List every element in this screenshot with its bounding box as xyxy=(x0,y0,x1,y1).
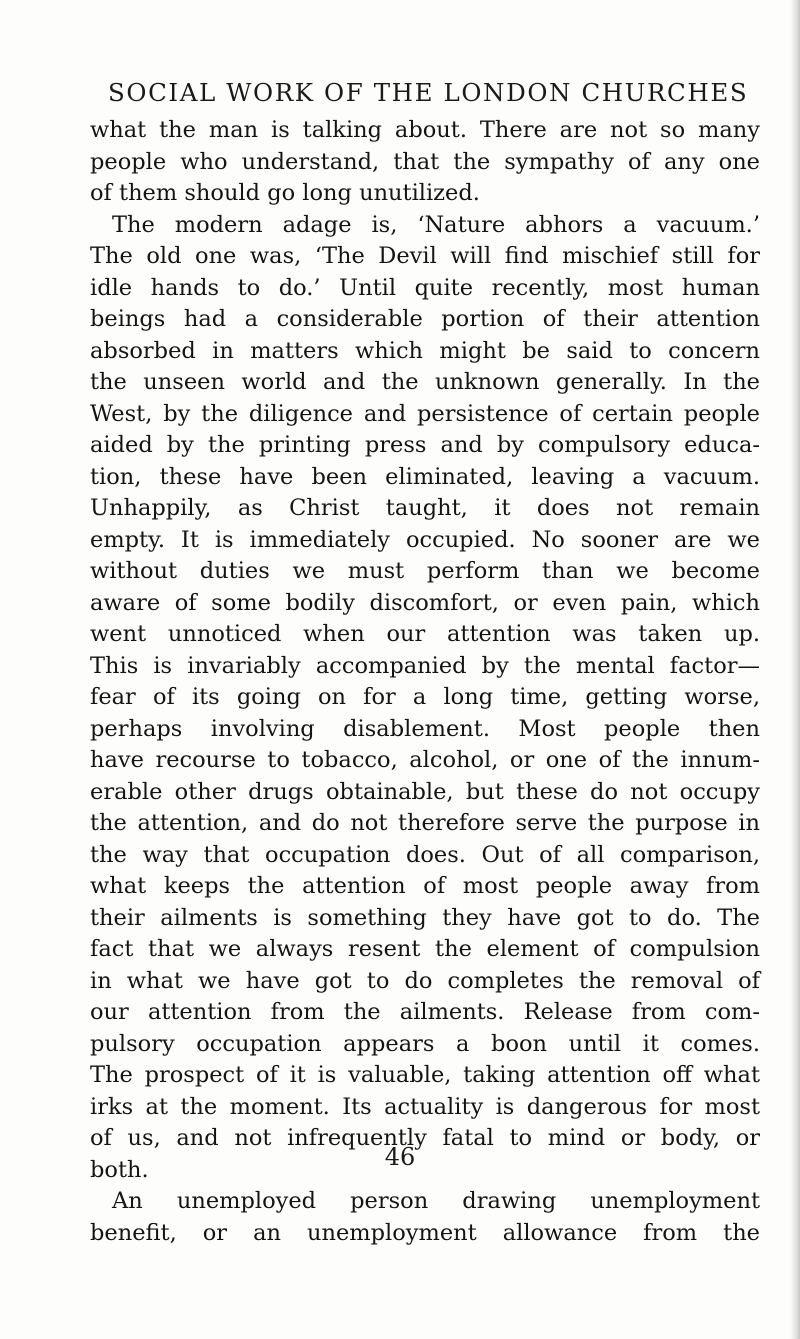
text-line: absorbed in matters which might be said to concern xyxy=(90,337,760,364)
text-line: without duties we must perform than we become xyxy=(90,558,760,584)
text-line: in what we have got to do completes the removal of xyxy=(90,967,760,994)
text-line: have recourse to tobacco, alcohol, or one of the innum- xyxy=(90,747,760,773)
text-line: the way that occupation does. Out of all comparison, xyxy=(90,841,760,868)
text-line: Unhappily, as Christ taught, it does not remain xyxy=(90,495,760,521)
text-line: irks at the moment. Its actuality is dangerous for most xyxy=(90,1093,760,1120)
text-line: An unemployed person drawing unemployment xyxy=(112,1188,760,1214)
text-line: The prospect of it is valuable, taking attention off what xyxy=(90,1062,760,1088)
text-line: perhaps involving disablement. Most people then xyxy=(90,715,760,742)
text-line: of us, and not infrequently fatal to mind or body, or xyxy=(90,1125,760,1151)
running-head: SOCIAL WORK OF THE LONDON CHURCHES xyxy=(108,78,749,107)
text-line: tion, these have been eliminated, leaving a vacuum. xyxy=(90,463,760,490)
text-line: their ailments is something they have got to do. The xyxy=(90,904,760,931)
text-line: aided by the printing press and by compulsory educa- xyxy=(90,432,760,458)
text-line: people who understand, that the sympathy of any one xyxy=(90,148,760,175)
text-line: the unseen world and the unknown generally. In the xyxy=(90,369,760,395)
text-line: aware of some bodily discomfort, or even pain, which xyxy=(90,589,760,616)
text-line: both. xyxy=(90,1156,149,1183)
text-line: the attention, and do not therefore serve the purpose in xyxy=(90,810,760,836)
text-line: of them should go long unutilized. xyxy=(90,180,480,206)
text-line: pulsory occupation appears a boon until it comes. xyxy=(90,1030,760,1057)
text-line: idle hands to do.’ Until quite recently, most human xyxy=(90,274,760,301)
text-line: West, by the diligence and persistence of certain people xyxy=(90,400,760,427)
text-line: fact that we always resent the element of compulsion xyxy=(90,936,760,962)
text-line: erable other drugs obtainable, but these do not occupy xyxy=(90,778,760,805)
text-line: our attention from the ailments. Release from com- xyxy=(90,999,760,1025)
body-text xyxy=(90,115,760,1249)
text-line: This is invariably accompanied by the mental factor— xyxy=(90,652,760,679)
text-line: The old one was, ‘The Devil will find mischief still for xyxy=(90,243,760,269)
text-line: what the man is talking about. There are not so many xyxy=(90,117,760,143)
page-edge-shadow xyxy=(790,0,800,1339)
text-line: fear of its going on for a long time, getting worse, xyxy=(90,684,760,710)
text-line: benefit, or an unemployment allowance from the xyxy=(90,1219,760,1246)
text-line: went unnoticed when our attention was taken up. xyxy=(90,621,760,647)
page-number: 46 xyxy=(384,1143,416,1171)
text-line: beings had a considerable portion of their attention xyxy=(90,306,760,332)
text-line: The modern adage is, ‘Nature abhors a vacuum.’ xyxy=(112,211,760,238)
text-line: what keeps the attention of most people away from xyxy=(90,873,760,899)
text-line: empty. It is immediately occupied. No sooner are we xyxy=(90,526,760,553)
